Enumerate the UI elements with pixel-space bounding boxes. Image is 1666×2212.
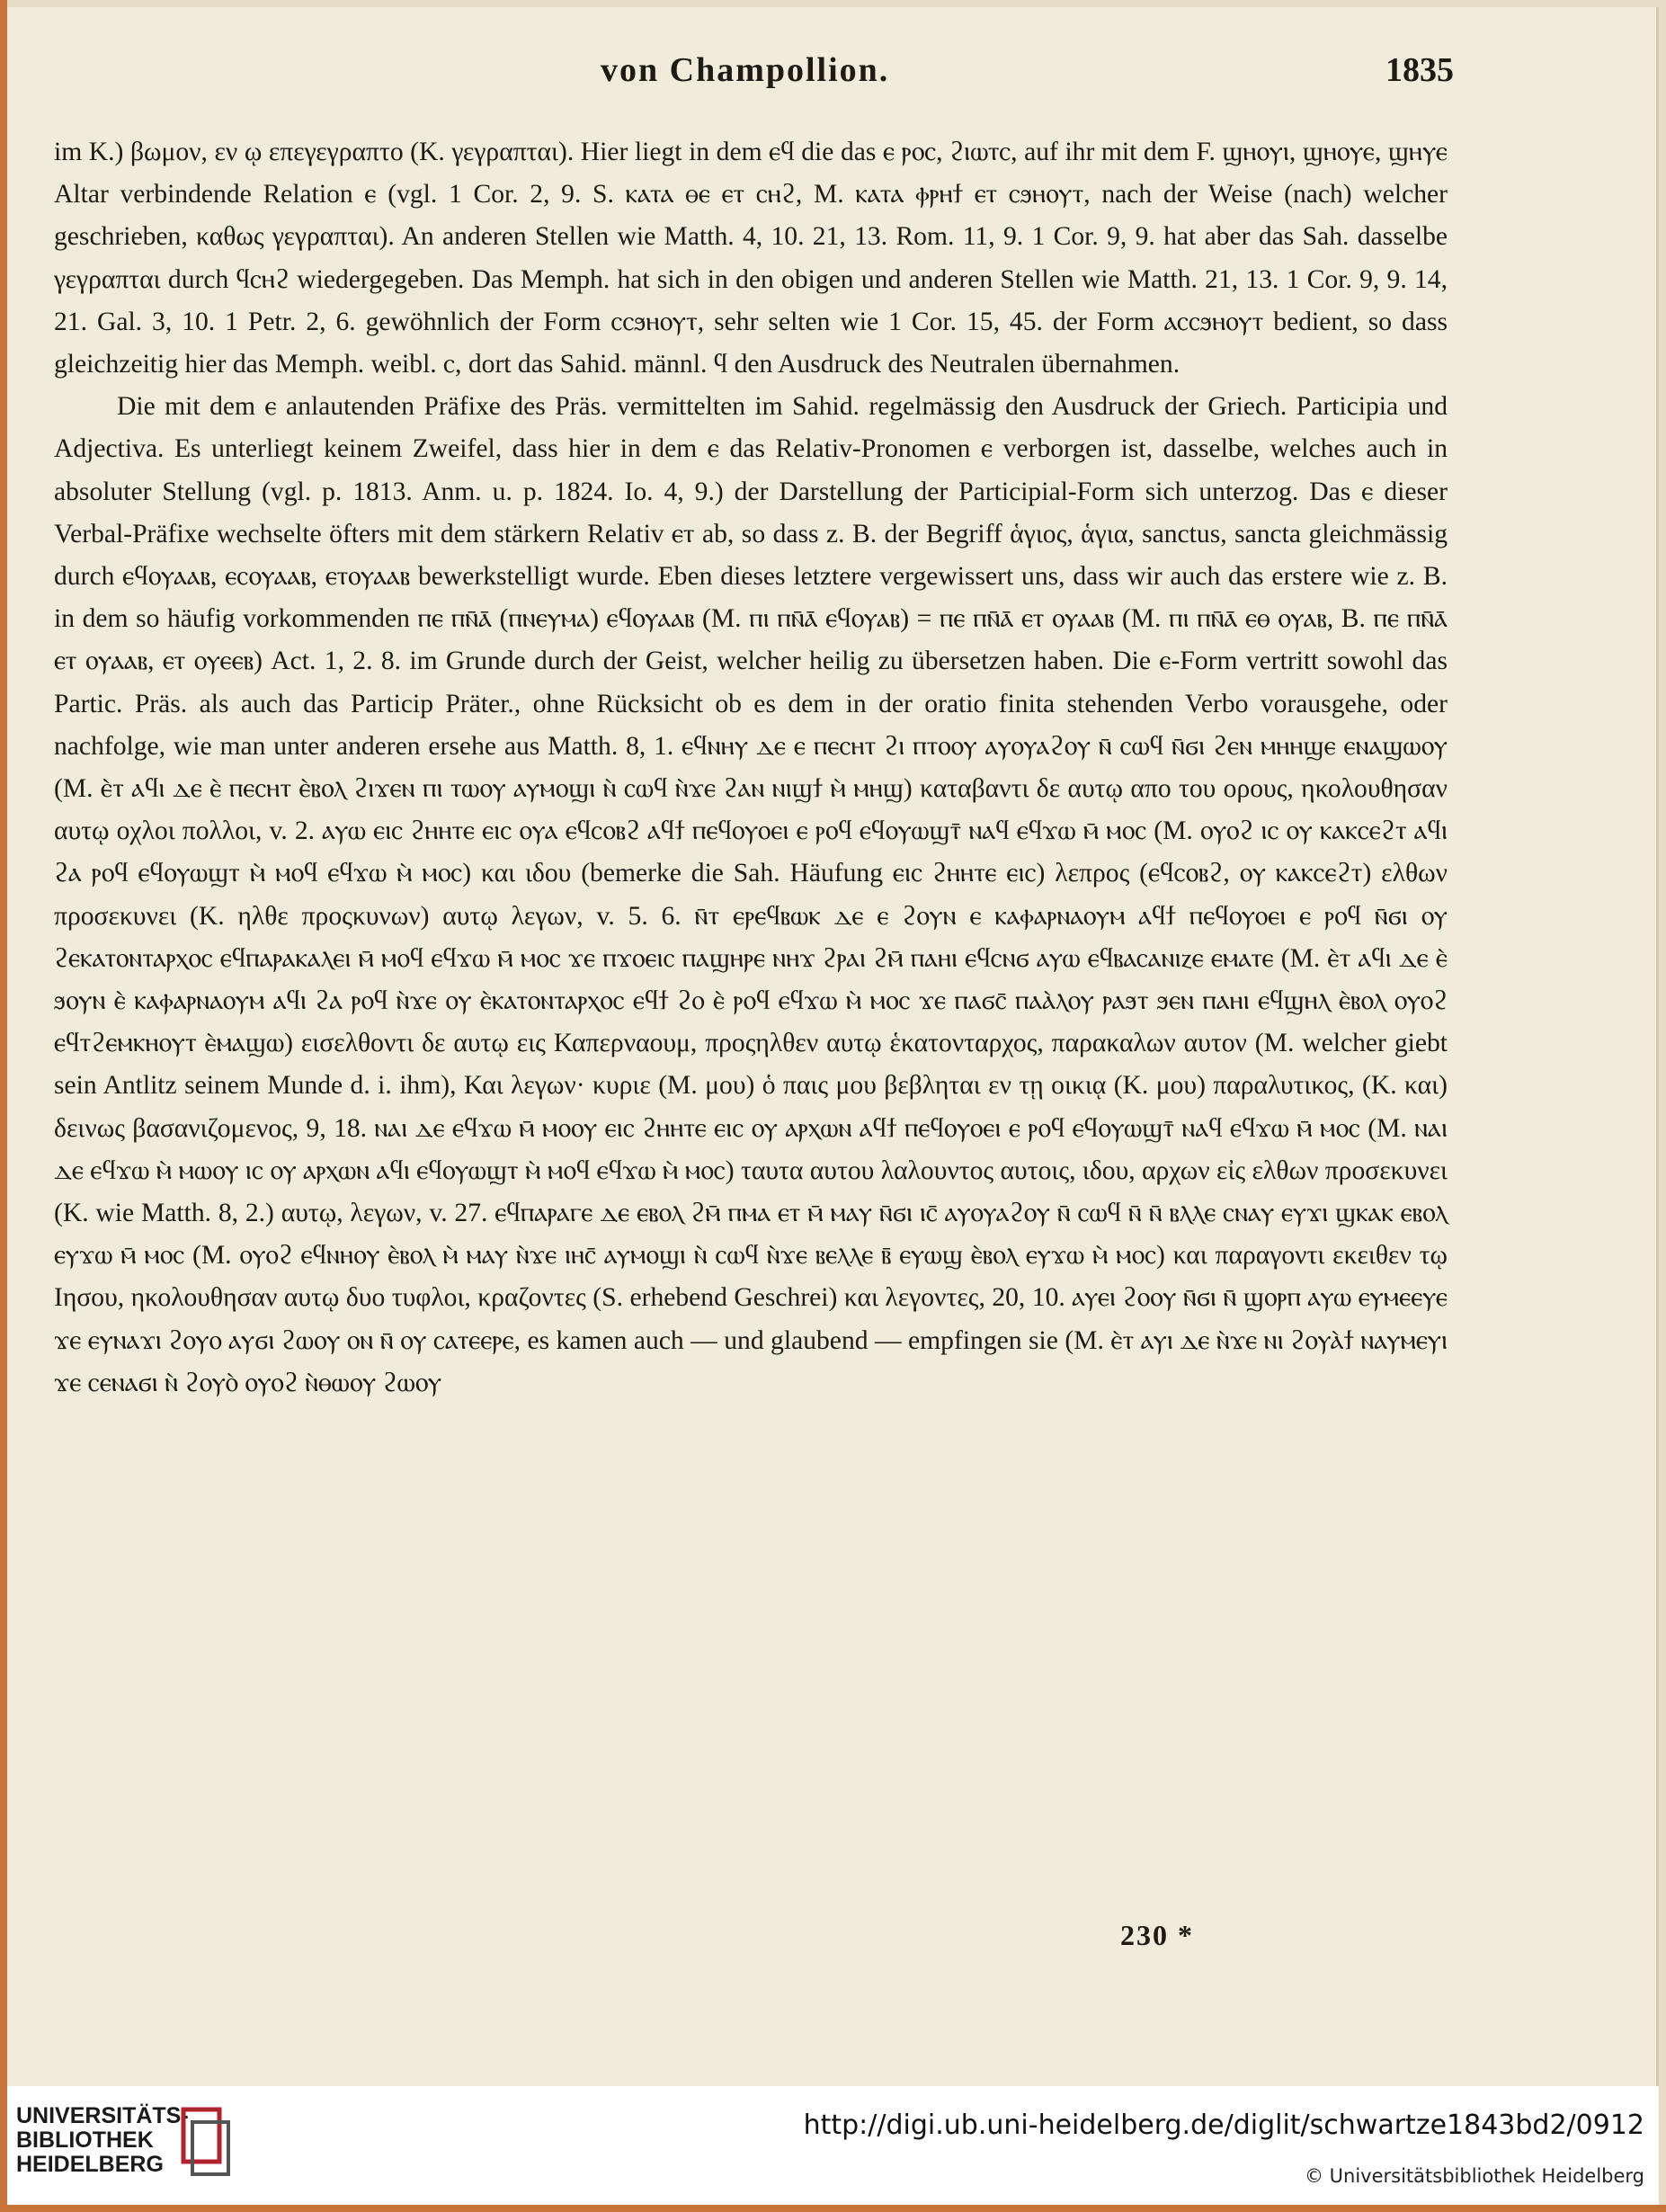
paragraph: Die mit dem ⲉ anlautenden Präfixe des Präs. vermittelten im Sahid. regelmässig den Ausdruck der Griech. Participia und Adjectiva. Es unterliegt keinem Zweifel, dass hier in dem ⲉ das Relativ-Pronomen ⲉ verborgen ist, dasselbe, welches auch in absoluter Stellung (vgl. p. 1813. Anm. u. p. 1824. Io. 4, 9.) der Darstellung der Participial-Form sich unterzog. Das ⲉ dieser Verbal-Präfixe wechselte öfters mit dem stärkern Relativ ⲉⲧ ab, so dass z. B. der Begriff ἁγιος, ἁγια, sanctus, sancta gleichmässig durch ⲉϥⲟⲩⲁⲁⲃ, ⲉⲥⲟⲩⲁⲁⲃ, ⲉⲧⲟⲩⲁⲁⲃ bewerkstelligt wurde. Eben dieses letztere vergewissert uns, dass wir auch das erstere wie z. B. in dem so häufig vorkommenden ⲡⲉ ⲡⲛ̄ⲁ̄ (ⲡⲛⲉⲩⲙⲁ) ⲉϥⲟⲩⲁⲁⲃ (M. ⲡⲓ ⲡⲛ̄ⲁ̄ ⲉϥⲟⲩⲁⲃ) = ⲡⲉ ⲡⲛ̄ⲁ̄ ⲉⲧ ⲟⲩⲁⲁⲃ (M. ⲡⲓ ⲡⲛ̄ⲁ̄ ⲉⲑ ⲟⲩⲁⲃ, B. ⲡⲉ ⲡⲛ̄ⲁ̄ ⲉⲧ ⲟⲩⲁⲁⲃ, ⲉⲧ ⲟⲩⲉⲉⲃ) Act. 1, 2. 8. im Grunde durch der Geist, welcher heilig zu übersetzen haben. Die ⲉ-Form vertritt sowohl das Partic. Präs. als auch das Particip Präter., ohne Rücksicht ob es dem in der oratio finita stehenden Verbo vorausgehe, oder nachfolge, wie man unter anderen ersehe aus Matth. 8, 1. ⲉϥⲛⲏⲩ ⲇⲉ ⲉ ⲡⲉⲥⲏⲧ ϩⲓ ⲡⲧⲟⲟⲩ ⲁⲩⲟⲩⲁϩⲟⲩ ⲛ̄ ⲥⲱϥ ⲛ̄ϭⲓ ϩⲉⲛ ⲙⲏⲏϣⲉ ⲉⲛⲁϣⲱⲟⲩ (M. ⲉ̀ⲧ ⲁϥⲓ ⲇⲉ ⲉ̀ ⲡⲉⲥⲏⲧ ⲉ̀ⲃⲟⲗ ϩⲓϫⲉⲛ ⲡⲓ ⲧⲱⲟⲩ ⲁⲩⲙⲟϣⲓ ⲛ̀ ⲥⲱϥ ⲛ̀ϫⲉ ϩⲁⲛ ⲛⲓϣϯ ⲙ̀ ⲙⲏϣ) καταβαντι δε αυτῳ απο του ορους, ηκολουθησαν αυτῳ οχλοι πολλοι, v. 2. ⲁⲩⲱ ⲉⲓⲥ ϩⲏⲏⲧⲉ ⲉⲓⲥ ⲟⲩⲁ ⲉϥⲥⲟⲃϩ ⲁϥϯ ⲡⲉϥⲟⲩⲟⲉⲓ ⲉ ⲣⲟϥ ⲉϥⲟⲩⲱϣⲧ̄ ⲛⲁϥ ⲉϥϫⲱ ⲙ̄ ⲙⲟⲥ (M. ⲟⲩⲟϩ ⲓⲥ ⲟⲩ ⲕⲁⲕⲥⲉϩⲧ ⲁϥⲓ ϩⲁ ⲣⲟϥ ⲉϥⲟⲩⲱϣⲧ ⲙ̀ ⲙⲟϥ ⲉϥϫⲱ ⲙ̀ ⲙⲟⲥ) και ιδου (bemerke die Sah. Häufung ⲉⲓⲥ ϩⲏⲏⲧⲉ ⲉⲓⲥ) λεπρος (ⲉϥⲥⲟⲃϩ, ⲟⲩ ⲕⲁⲕⲥⲉϩⲧ) ελθων προσεκυνει (K. ηλθε προςκυνων) αυτῳ λεγων, v. 5. 6. ⲛ̄ⲧ ⲉⲣⲉϥⲃⲱⲕ ⲇⲉ ⲉ ϩⲟⲩⲛ ⲉ ⲕⲁⲫⲁⲣⲛⲁⲟⲩⲙ ⲁϥϯ ⲡⲉϥⲟⲩⲟⲉⲓ ⲉ ⲣⲟϥ ⲛ̄ϭⲓ ⲟⲩ ϩⲉⲕⲁⲧⲟⲛⲧⲁⲣⲭⲟⲥ ⲉϥⲡⲁⲣⲁⲕⲁⲗⲉⲓ ⲙ̄ ⲙⲟϥ ⲉϥϫⲱ ⲙ̄ ⲙⲟⲥ ϫⲉ ⲡϫⲟⲉⲓⲥ ⲡⲁϣⲏⲣⲉ ⲛⲏϫ ϩⲣⲁⲓ ϩⲙ̄ ⲡⲁⲏⲓ ⲉϥⲥⲛϭ ⲁⲩⲱ ⲉϥⲃⲁⲥⲁⲛⲓⲍⲉ ⲉⲙⲁⲧⲉ (M. ⲉ̀ⲧ ⲁϥⲓ ⲇⲉ ⲉ̀ ϧⲟⲩⲛ ⲉ̀ ⲕⲁⲫⲁⲣⲛⲁⲟⲩⲙ ⲁϥⲓ ϩⲁ ⲣⲟϥ ⲛ̀ϫⲉ ⲟⲩ ⲉ̀ⲕⲁⲧⲟⲛⲧⲁⲣⲭⲟⲥ ⲉϥϯ ϩⲟ ⲉ̀ ⲣⲟϥ ⲉϥϫⲱ ⲙ̀ ⲙⲟⲥ ϫⲉ ⲡⲁϭⲥ̄ ⲡⲁⲁ̀ⲗⲟⲩ ⲣⲁϧⲧ ϧⲉⲛ ⲡⲁⲏⲓ ⲉϥϣⲏⲗ ⲉ̀ⲃⲟⲗ ⲟⲩⲟϩ ⲉϥⲧϩⲉⲙⲕⲏⲟⲩⲧ ⲉ̀ⲙⲁϣⲱ) εισελθοντι δε αυτῳ εις Καπερναουμ, προςηλθεν αυτῳ ἑκατονταρχος, παρακαλων αυτον (M. welcher giebt sein Antlitz seinem Munde d. i. ihm), Και λεγων· κυριε (M. μου) ὁ παις μου βεβληται εν τῃ οικιᾳ (K. μου) παραλυτικος, (K. και) δεινως βασανιζομενος, 9, 18. ⲛⲁⲓ ⲇⲉ ⲉϥϫⲱ ⲙ̄ ⲙⲟⲟⲩ ⲉⲓⲥ ϩⲏⲏⲧⲉ ⲉⲓⲥ ⲟⲩ ⲁⲣⲭⲱⲛ ⲁϥϯ ⲡⲉϥⲟⲩⲟⲉⲓ ⲉ ⲣⲟϥ ⲉϥⲟⲩⲱϣⲧ̄ ⲛⲁϥ ⲉϥϫⲱ ⲙ̄ ⲙⲟⲥ (M. ⲛⲁⲓ ⲇⲉ ⲉϥϫⲱ ⲙ̀ ⲙⲱⲟⲩ ⲓⲥ ⲟⲩ ⲁⲣⲭⲱⲛ ⲁϥⲓ ⲉϥⲟⲩⲱϣⲧ ⲙ̀ ⲙⲟϥ ⲉϥϫⲱ ⲙ̀ ⲙⲟⲥ) ταυτα αυτου λαλουντος αυτοις, ιδου, αρχων εἰς ελθων προσεκυνει (K. wie Matth. 8, 2.) αυτῳ, λεγων, v. 27. ⲉϥⲡⲁⲣⲁⲅⲉ ⲇⲉ ⲉⲃⲟⲗ ϩⲙ̄ ⲡⲙⲁ ⲉⲧ ⲙ̄ ⲙⲁⲩ ⲛ̄ϭⲓ ⲓⲥ̄ ⲁⲩⲟⲩⲁϩⲟⲩ ⲛ̄ ⲥⲱϥ ⲛ̄ ⲛ̄ ⲃⲗⲗⲉ ⲥⲛⲁⲩ ⲉⲩϫⲓ ϣⲕⲁⲕ ⲉⲃⲟⲗ ⲉⲩϫⲱ ⲙ̄ ⲙⲟⲥ (M. ⲟⲩⲟϩ ⲉϥⲛⲏⲟⲩ ⲉ̀ⲃⲟⲗ ⲙ̀ ⲙⲁⲩ ⲛ̀ϫⲉ ⲓⲏⲥ̄ ⲁⲩⲙⲟϣⲓ ⲛ̀ ⲥⲱϥ ⲛ̀ϫⲉ ⲃⲉⲗⲗⲉ ⲃ̄ ⲉⲩⲱϣ ⲉ̀ⲃⲟⲗ ⲉⲩϫⲱ ⲙ̀ ⲙⲟⲥ) και παραγοντι εκειθεν τῳ Ιησου, ηκολουθησαν αυτῳ δυο τυφλοι, κραζοντες (S. erhebend Geschrei) και λεγοντες, 20, 10. ⲁⲩⲉⲓ ϩⲟⲟⲩ ⲛ̄ϭⲓ ⲛ̄ ϣⲟⲣⲡ ⲁⲩⲱ ⲉⲩⲙⲉⲉⲩⲉ ϫⲉ ⲉⲩⲛⲁϫⲓ ϩⲟⲩⲟ ⲁⲩϭⲓ ϩⲱⲟⲩ ⲟⲛ ⲛ̄ ⲟⲩ ⲥⲁⲧⲉⲉⲣⲉ, es kamen auch — und glaubend — empfingen sie (M. ⲉ̀ⲧ ⲁⲩⲓ ⲇⲉ ⲛ̀ϫⲉ ⲛⲓ ϩⲟⲩⲁ̀ϯ ⲛⲁⲩⲙⲉⲩⲓ ϫⲉ ⲥⲉⲛⲁϭⲓ ⲛ̀ ϩⲟⲩⲟ̀ ⲟⲩⲟϩ ⲛ̀ⲑⲱⲟⲩ ϩⲱⲟⲩ — [54, 392, 1448, 1397]
library-logo — [16, 2104, 189, 2177]
footer-bar — [7, 2086, 1659, 2205]
copyright-notice: © Universitätsbibliothek Heidelberg — [1304, 2165, 1644, 2187]
scanned-page — [7, 7, 1659, 2205]
page-edge-bottom — [0, 2205, 1666, 2212]
page-edge — [0, 0, 7, 2212]
body-text — [54, 131, 1448, 1405]
library-logo-icon — [178, 2104, 232, 2180]
logo-line: HEIDELBERG — [16, 2152, 164, 2177]
paragraph: im K.) βωμον, εν ῳ επεγεγραπτο (K. γεγραπται). Hier liegt in dem ⲉϥ die das ⲉ ⲣⲟⲥ, ϩⲓⲱⲧⲥ, auf ihr mit dem F. ϣⲏⲟⲩⲓ, ϣⲏⲟⲩⲉ, ϣⲏⲩⲉ Altar verbindende Relation ⲉ (vgl. 1 Cor. 2, 9. S. ⲕⲁⲧⲁ ⲑⲉ ⲉⲧ ⲥⲏϩ, M. ⲕⲁⲧⲁ ⲫⲣⲏϯ ⲉⲧ ⲥϧⲏⲟⲩⲧ, nach der Weise (nach) welcher geschrieben, καθως γεγραπται). An anderen Stellen wie Matth. 4, 10. 21, 13. Rom. 11, 9. 1 Cor. 9, 9. hat aber das Sah. dasselbe γεγραπται durch ϥⲥⲏϩ wiedergegeben. Das Memph. hat sich in den obigen und anderen Stellen wie Matth. 21, 13. 1 Cor. 9, 9. 14, 21. Gal. 3, 10. 1 Petr. 2, 6. gewöhnlich der Form ⲥⲥϧⲏⲟⲩⲧ, sehr selten wie 1 Cor. 15, 45. der Form ⲁⲥⲥϧⲏⲟⲩⲧ bedient, so dass gleichzeitig hier das Memph. weibl. ⲥ, dort das Sahid. männl. ϥ den Ausdruck des Neutralen übernahmen. — [54, 138, 1448, 379]
signature-mark: 230 * — [1120, 1919, 1194, 1951]
logo-line: UNIVERSITÄTS- — [16, 2103, 189, 2128]
logo-line: BIBLIOTHEK — [16, 2127, 154, 2153]
running-head: von Champollion. — [601, 51, 890, 89]
page-header — [7, 50, 1659, 104]
source-url-link[interactable]: http://digi.ub.uni-heidelberg.de/diglit/schwartze1843bd2/0912 — [803, 2109, 1644, 2141]
page-number: 1835 — [1385, 51, 1454, 89]
